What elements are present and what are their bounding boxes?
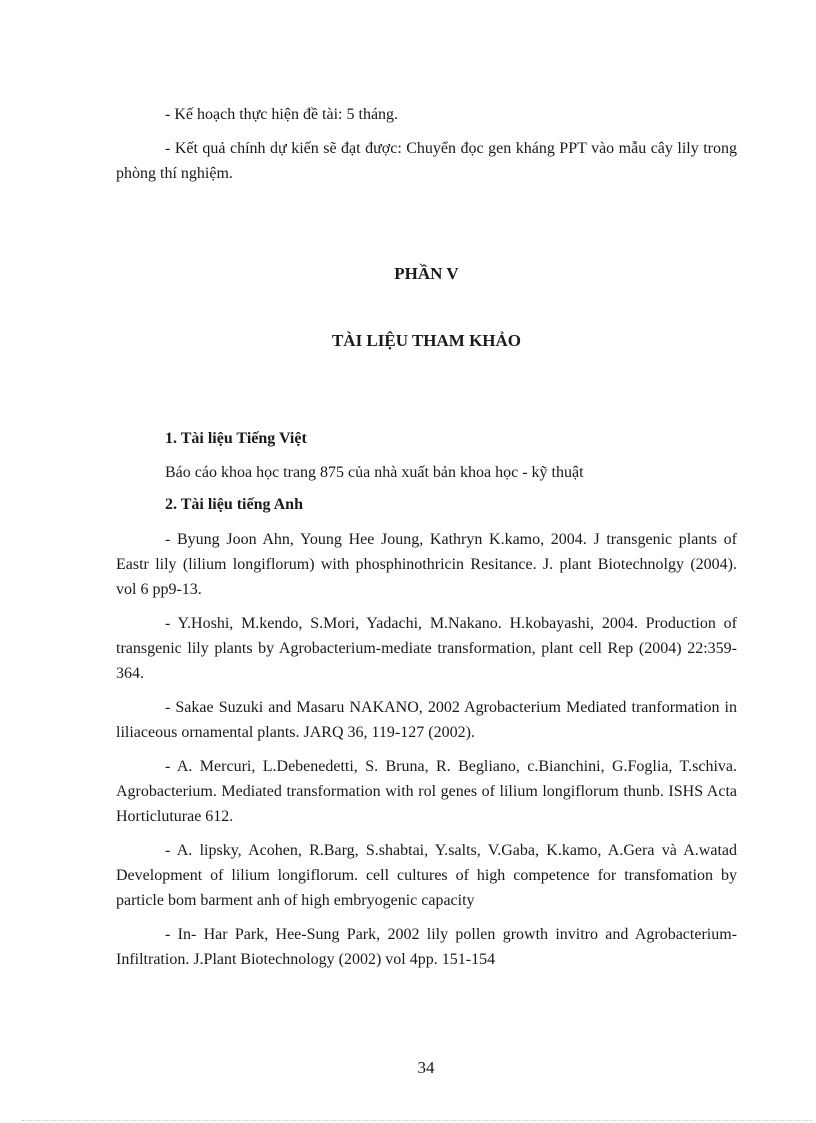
vietnamese-refs-heading: 1. Tài liệu Tiếng Việt xyxy=(165,430,307,447)
english-ref-text: - In- Har Park, Hee-Sung Park, 2002 lily pollen growth invitro and Agrobacterium- Infiltration. J.Plant Biotechnology (2002) vol 4pp. 151-154 xyxy=(116,926,737,968)
english-ref-item xyxy=(116,695,737,745)
page-number: 34 xyxy=(417,1058,435,1077)
english-refs-heading: 2. Tài liệu tiếng Anh xyxy=(165,496,303,513)
page-bottom-divider xyxy=(22,1120,812,1121)
result-paragraph xyxy=(116,136,737,186)
english-ref-item xyxy=(116,838,737,913)
english-ref-item xyxy=(116,922,737,972)
english-ref-item xyxy=(116,527,737,602)
english-ref-item xyxy=(116,754,737,829)
plan-paragraph xyxy=(116,102,737,127)
part-heading: PHẦN V xyxy=(394,264,459,283)
result-line: - Kết quả chính dự kiến sẽ đạt được: Chuyển đọc gen kháng PPT vào mẫu cây lily trong phòng thí nghiệm. xyxy=(116,140,737,182)
section-title: TÀI LIỆU THAM KHẢO xyxy=(331,331,522,350)
english-ref-text: - Y.Hoshi, M.kendo, S.Mori, Yadachi, M.Nakano. H.kobayashi, 2004. Production of transgenic lily plants by Agrobacterium-mediate transformation, plant cell Rep (2004) 22:359-364. xyxy=(116,615,737,682)
english-ref-text: - Sakae Suzuki and Masaru NAKANO, 2002 Agrobacterium Mediated tranformation in liliaceous ornamental plants. JARQ 36, 119-127 (2002). xyxy=(116,699,737,741)
english-ref-text: - A. lipsky, Acohen, R.Barg, S.shabtai, Y.salts, V.Gaba, K.kamo, A.Gera và A.watad Development of lilium longiflorum. cell cultures of high competence for transfomation by particle bom barment anh of high embryogenic capacity xyxy=(116,842,737,909)
plan-line: - Kế hoạch thực hiện đề tài: 5 tháng. xyxy=(165,106,399,123)
english-ref-item xyxy=(116,611,737,686)
vietnamese-ref-text: Báo cáo khoa học trang 875 của nhà xuất bản khoa học - kỹ thuật xyxy=(165,464,584,481)
english-ref-text: - A. Mercuri, L.Debenedetti, S. Bruna, R. Begliano, c.Bianchini, G.Foglia, T.schiva. Agrobacterium. Mediated transformation with rol genes of lilium longiflorum thunb. ISHS Acta Horticluturae 612. xyxy=(116,758,737,825)
vietnamese-ref-item xyxy=(165,460,737,485)
english-ref-text: - Byung Joon Ahn, Young Hee Joung, Kathryn K.kamo, 2004. J transgenic plants of Eastr lily (lilium longiflorum) with phosphinothricin Resitance. J. plant Biotechnolgy (2004). vol 6 pp9-13. xyxy=(116,531,737,598)
